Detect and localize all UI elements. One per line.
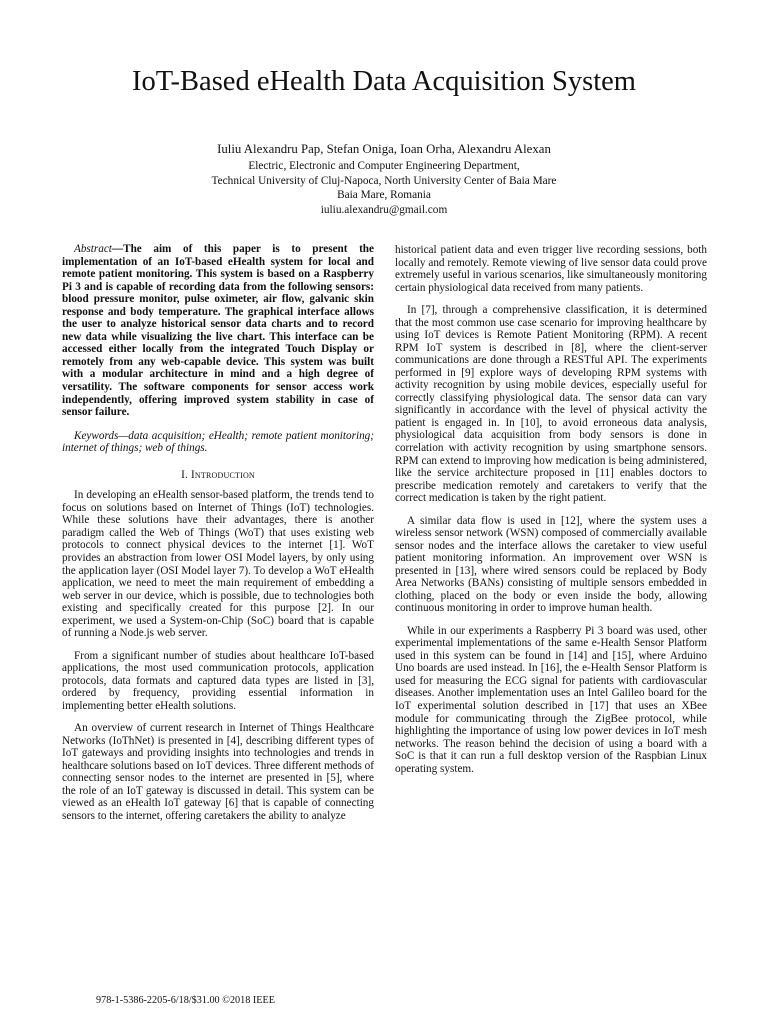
- abstract-separator: —: [111, 243, 124, 255]
- intro-paragraph-3: An overview of current research in Internet of Things Healthcare Networks (IoThNet) is presented in [4], describing different types of IoT gateways and providing insights into technologies and trends in healthcare solutions based on IoT devices. Three different methods of connecting sensor nodes to the internet are presented in [5], where the role of an IoT gateway is discussed in detail. This system can be viewed as an eHealth IoT gateway [6] that is capable of connecting sensors to the internet, offering caretakers the ability to analyze: [62, 722, 374, 823]
- intro-paragraph-5: A similar data flow is used in [12], where the system uses a wireless sensor network (WSN) composed of commercially available sensor nodes and the interface allows the caretaker to view useful patient monitoring information. An improvement over WSN is presented in [13], where wired sensors could be replaced by Body Area Networks (BANs) consisting of multiple sensors embedded in clothing, placed on the body or even inside the body, allowing continuous monitoring in order to improve human health.: [395, 514, 707, 615]
- affiliation-location: Baia Mare, Romania: [337, 189, 431, 202]
- left-column: [62, 243, 374, 832]
- intro-paragraph-2: From a significant number of studies about healthcare IoT-based applications, the most used communication protocols, application protocols, data formats and captured data types are listed in [3], ordered by frequency, providing essential information in implementing better eHealth solutions.: [62, 649, 374, 712]
- intro-paragraph-3-continued: historical patient data and even trigger live recording sessions, both locally and remotely. Remote viewing of live sensor data could prove extremely useful in various scenarios, like simultaneously monitoring certain physiological data received from many patients.: [395, 244, 707, 294]
- abstract-label: Abstract: [74, 243, 112, 255]
- affiliation-block: [40, 159, 728, 217]
- keywords: Keywords—data acquisition; eHealth; remote patient monitoring; internet of things; web of things.: [62, 429, 374, 455]
- affiliation-department: Electric, Electronic and Computer Engineering Department,: [248, 160, 520, 172]
- copyright-footer: 978-1-5386-2205-6/18/$31.00 ©2018 IEEE: [96, 995, 275, 1006]
- intro-paragraph-4: In [7], through a comprehensive classification, it is determined that the most common use case scenario for improving healthcare by using IoT devices is Remote Patient Monitoring (RPM). A recent RPM IoT system is described in [8], where the client-server communications are done through a RESTful API. The experiments performed in [9] explore ways of developing RPM systems with activity recognition by using mobile devices, especially useful for correctly classifying physiological data. The sensor data can vary significantly in accordance with the level of physical activity the patient is engaged in. In [10], to avoid erroneous data analysis, physiological data acquisition from body sensors is done in correlation with activity recognition by using smartphone sensors. RPM can extend to improving how medication is being administered, like the service architecture proposed in [11] enables doctors to prescribe medication remotely and caretakers to verify that the correct medication is taken by the right patient.: [395, 303, 707, 505]
- intro-paragraph-1: In developing an eHealth sensor-based platform, the trends tend to focus on solutions based on Internet of Things (IoT) technologies. While these solutions have their advantages, there is another paradigm called the Web of Things (WoT) that uses existing web protocols to connect physical devices to the internet [1]. WoT provides an abstraction from lower OSI Model layers, by only using the application layer (OSI Model layer 7). To develop a WoT eHealth application, we need to meet the main requirement of embedding a web server in our device, which is possible, due to technologies both existing and specifically created for this purpose [2]. In our experiment, we used a System-on-Chip (SoC) board that is capable of running a Node.js web server.: [62, 489, 374, 640]
- right-column: [395, 244, 707, 785]
- intro-paragraph-6: While in our experiments a Raspberry Pi 3 board was used, other experimental implementations of the same e-Health Sensor Platform used in this system can be found in [14] and [15], where Arduino Uno boards are used instead. In [16], the e-Health Sensor Platform is used for measuring the ECG signal for patients with cardiovascular diseases. Another implementation uses an Intel Galileo board for the IoT experimental solution described in [17] that uses an XBee module for communicating through the ZigBee protocol, while highlighting the importance of using low power devices in IoT mesh networks. The reason behind the decision of using a board with a SoC is that it can run a full desktop version of the Raspbian Linux operating system.: [395, 624, 707, 775]
- affiliation-university: Technical University of Cluj-Napoca, North University Center of Baia Mare: [211, 174, 557, 187]
- author-email: iuliu.alexandru@gmail.com: [320, 203, 448, 216]
- abstract: [62, 243, 374, 419]
- author-list: Iuliu Alexandru Pap, Stefan Oniga, Ioan Orha, Alexandru Alexan: [217, 142, 551, 156]
- section-heading-introduction: I. Introduction: [181, 468, 255, 481]
- paper-title: IoT-Based eHealth Data Acquisition System: [132, 66, 636, 97]
- abstract-text: The aim of this paper is to present the implementation of an IoT-based eHealth system for local and remote patient monitoring. This system is based on a Raspberry Pi 3 and is capable of recording data from the following sensors: blood pressure monitor, pulse oximeter, air flow, galvanic skin response and body temperature. The graphical interface allows the user to analyze historical sensor data charts and to record new data while visualizing the live chart. This interface can be accessed either locally from the integrated Touch Display or remotely from any web-capable device. This system was built with a modular architecture in mind and a high degree of versatility. The software components for sensor access work independently, offering improved system stability in case of sensor failure.: [62, 243, 374, 419]
